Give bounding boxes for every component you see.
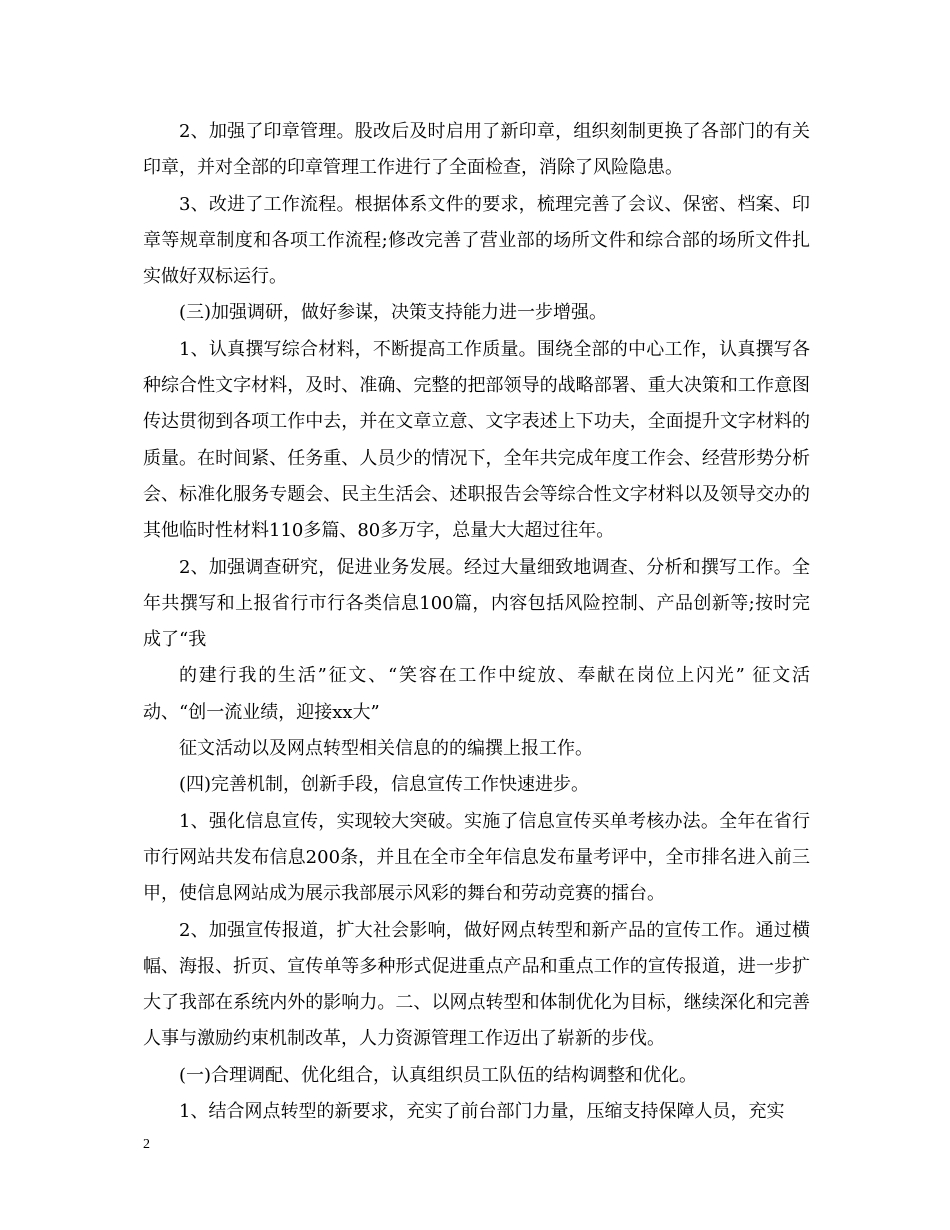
paragraph-workflow-improvement: 3、改进了工作流程。根据体系文件的要求，梳理完善了会议、保密、档案、印章等规章制度和各项工作流程;修改完善了营业部的场所文件和综合部的场所文件扎实做好双标运行。: [143, 193, 810, 288]
section-heading-staff-structure: (一)合理调配、优化组合，认真组织员工队伍的结构调整和优化。: [179, 1064, 698, 1086]
paragraph-publicity-reporting: 2、加强宣传报道，扩大社会影响，做好网点转型和新产品的宣传工作。通过横幅、海报、折页、宣传单等多种形式促进重点产品和重点工作的宣传报道，进一步扩大了我部在系统内外的影响力。二、以网点转型和体制优化为目标，继续深化和完善人事与激励约束机制改革，人力资源管理工作迈出了崭新的步伐。: [143, 919, 810, 1050]
paragraph-front-office: 1、结合网点转型的新要求，充实了前台部门力量，压缩支持保障人员，充实: [179, 1101, 785, 1123]
section-heading-research: (三)加强调研，做好参谋，决策支持能力进一步增强。: [179, 302, 608, 324]
page-number: 2: [143, 1137, 150, 1152]
paragraph-seal-management: 2、加强了印章管理。股改后及时启用了新印章，组织刻制更换了各部门的有关印章，并对全部的印章管理工作进行了全面检查，消除了风险隐患。: [143, 121, 810, 179]
paragraph-essay-activities: 的建行我的生活”征文、“笑容在工作中绽放、奉献在岗位上闪光” 征文活动、“创一流业绩，迎接xx大”: [143, 665, 810, 723]
paragraph-essay-reporting: 征文活动以及网点转型相关信息的的编撰上报工作。: [179, 738, 593, 760]
section-heading-information: (四)完善机制，创新手段，信息宣传工作快速进步。: [179, 774, 590, 796]
paragraph-investigation-research: 2、加强调查研究，促进业务发展。经过大量细致地调查、分析和撰写工作。全年共撰写和上报省行市行各类信息100篇，内容包括风险控制、产品创新等;按时完成了“我: [143, 556, 810, 651]
paragraph-information-publicity: 1、强化信息宣传，实现较大突破。实施了信息宣传买单考核办法。全年在省行市行网站共发布信息200条，并且在全市全年信息发布量考评中，全市排名进入前三甲，使信息网站成为展示我部展示风彩的舞台和劳动竞赛的擂台。: [143, 810, 810, 905]
document-body: [143, 114, 810, 1130]
paragraph-writing-materials: 1、认真撰写综合材料，不断提高工作质量。围绕全部的中心工作，认真撰写各种综合性文字材料，及时、准确、完整的把部领导的战略部署、重大决策和工作意图传达贯彻到各项工作中去，并在文章立意、文字表述上下功夫，全面提升文字材料的质量。在时间紧、任务重、人员少的情况下，全年共完成年度工作会、经营形势分析会、标准化服务专题会、民主生活会、述职报告会等综合性文字材料以及领导交办的其他临时性材料110多篇、80多万字，总量大大超过往年。: [143, 338, 810, 542]
